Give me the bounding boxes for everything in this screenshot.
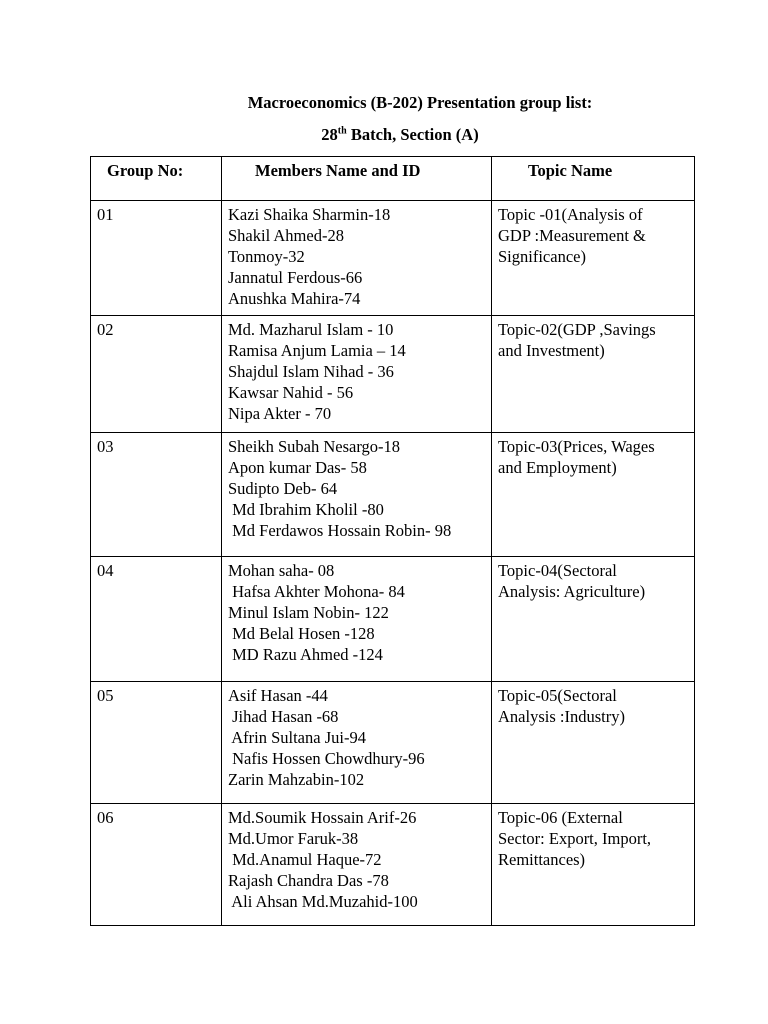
members-cell [222, 804, 492, 926]
group-number: 01 [91, 201, 222, 316]
table-row [91, 433, 695, 557]
topic-name: Topic-02(GDP ,Savings and Investment) [498, 320, 656, 360]
header-topic [492, 157, 695, 201]
header-group-no [91, 157, 222, 201]
member: Minul Islam Nobin- 122 [228, 603, 389, 622]
member: Kawsar Nahid - 56 [228, 383, 354, 402]
member: Asif Hasan -44 [228, 686, 328, 705]
member: Afrin Sultana Jui-94 [228, 728, 366, 747]
table-row [91, 682, 695, 804]
member: Kazi Shaika Sharmin-18 [228, 205, 391, 224]
topic-cell [492, 557, 695, 682]
group-list-table [90, 156, 695, 926]
member: Md.Soumik Hossain Arif-26 [228, 808, 417, 827]
document-title: Macroeconomics (B-202) Presentation group list: [247, 93, 593, 112]
topic-name: Topic-03(Prices, Wages and Employment) [498, 437, 655, 477]
table-row [91, 316, 695, 433]
batch-section: Batch, Section (A) [346, 125, 479, 144]
table-row [91, 804, 695, 926]
topic-cell [492, 804, 695, 926]
group-number: 05 [91, 682, 222, 804]
member: Hafsa Akhter Mohona- 84 [228, 582, 405, 601]
group-number: 06 [91, 804, 222, 926]
batch-number: 28 [321, 125, 338, 144]
member: Md Ibrahim Kholil -80 [228, 500, 384, 519]
member: Sheikh Subah Nesargo-18 [228, 437, 401, 456]
member: Ramisa Anjum Lamia – 14 [228, 341, 406, 360]
member: Md. Mazharul Islam - 10 [228, 320, 394, 339]
member: Mohan saha- 08 [228, 561, 335, 580]
member: Anushka Mahira-74 [228, 289, 361, 308]
topic-name: Topic-04(Sectoral Analysis: Agriculture) [498, 561, 646, 601]
topic-name: Topic-05(Sectoral Analysis :Industry) [498, 686, 625, 726]
table-row [91, 557, 695, 682]
topic-name: Topic -01(Analysis of GDP :Measurement & Significance) [498, 205, 646, 266]
member: Md Belal Hosen -128 [228, 624, 375, 643]
member: Md.Umor Faruk-38 [228, 829, 359, 848]
member: Jihad Hasan -68 [228, 707, 339, 726]
member: Tonmoy-32 [228, 247, 305, 266]
members-cell [222, 201, 492, 316]
member: Md.Anamul Haque-72 [228, 850, 382, 869]
member: Rajash Chandra Das -78 [228, 871, 389, 890]
document-subtitle [0, 125, 768, 145]
header-group-no-label: Group No: [107, 161, 184, 180]
batch-ordinal-suffix: th [337, 125, 347, 137]
topic-cell [492, 682, 695, 804]
member: Jannatul Ferdous-66 [228, 268, 363, 287]
member: Sudipto Deb- 64 [228, 479, 338, 498]
member: Shajdul Islam Nihad - 36 [228, 362, 394, 381]
header-topic-label: Topic Name [528, 161, 613, 180]
members-cell [222, 557, 492, 682]
member: Nafis Hossen Chowdhury-96 [228, 749, 425, 768]
member: MD Razu Ahmed -124 [228, 645, 383, 664]
header-members [222, 157, 492, 201]
member: Shakil Ahmed-28 [228, 226, 344, 245]
member: Zarin Mahzabin-102 [228, 770, 365, 789]
group-number: 04 [91, 557, 222, 682]
topic-cell [492, 316, 695, 433]
table-row [91, 201, 695, 316]
topic-cell [492, 201, 695, 316]
topic-name: Topic-06 (External Sector: Export, Import, Remittances) [498, 808, 652, 869]
group-number: 02 [91, 316, 222, 433]
member: Apon kumar Das- 58 [228, 458, 367, 477]
header-members-label: Members Name and ID [255, 161, 421, 180]
members-cell [222, 316, 492, 433]
member: Ali Ahsan Md.Muzahid-100 [228, 892, 418, 911]
members-cell [222, 682, 492, 804]
topic-cell [492, 433, 695, 557]
group-number: 03 [91, 433, 222, 557]
members-cell [222, 433, 492, 557]
member: Md Ferdawos Hossain Robin- 98 [228, 521, 452, 540]
member: Nipa Akter - 70 [228, 404, 332, 423]
table-header-row [91, 157, 695, 201]
